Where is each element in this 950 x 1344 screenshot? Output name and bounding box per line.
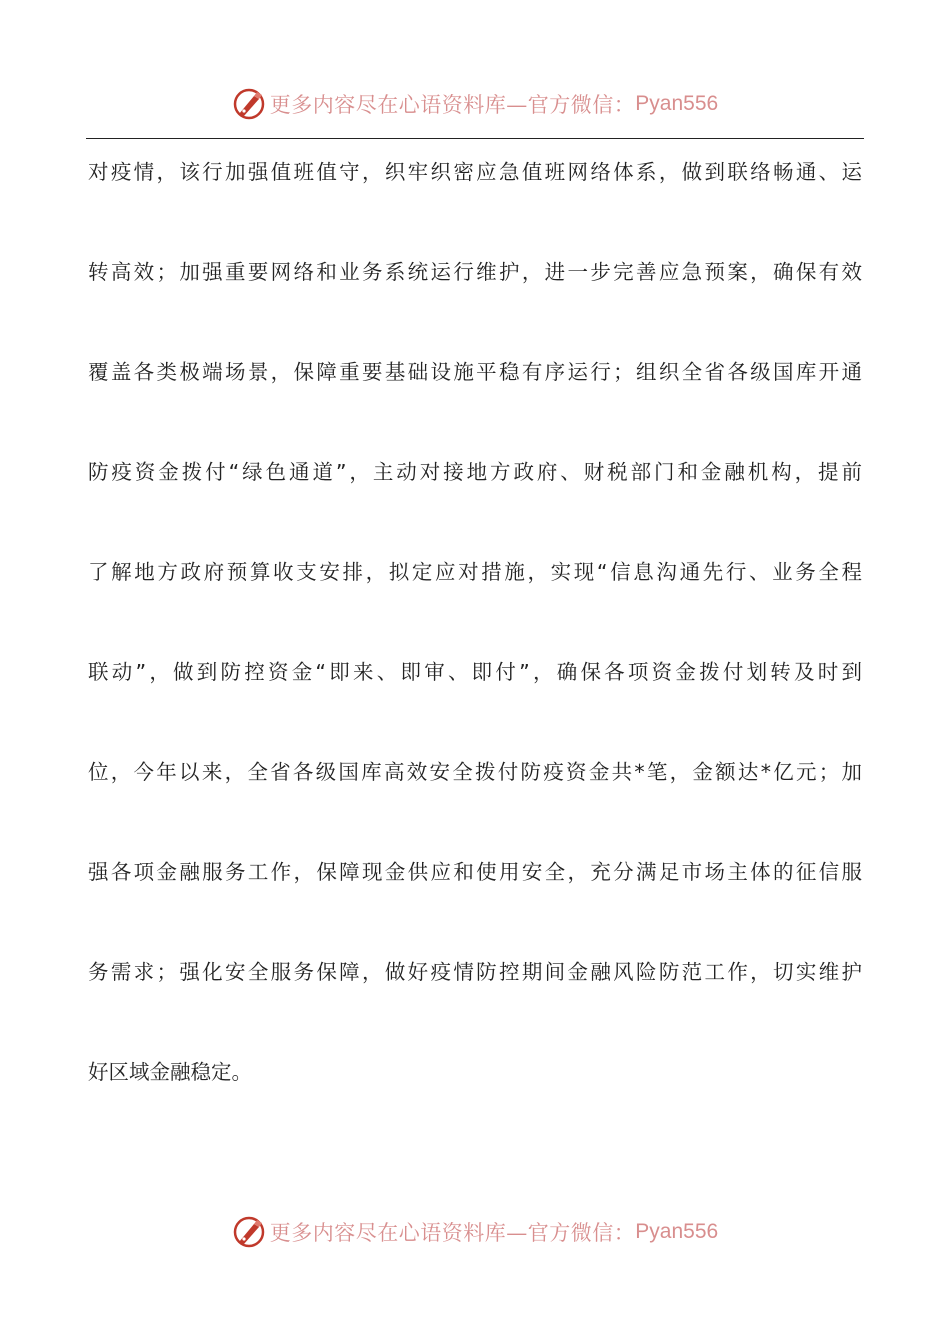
header-divider [86, 138, 864, 139]
text-line: 对疫情，该行加强值班值守，织牢织密应急值班网络体系，做到联络畅通、运 [88, 160, 862, 184]
text-line-last: 好区域金融稳定。 [88, 1060, 252, 1084]
footer-banner [0, 1212, 950, 1252]
text-line: 强各项金融服务工作，保障现金供应和使用安全，充分满足市场主体的征信服 [88, 860, 862, 884]
footer-wechat-id: Pyan556 [635, 1220, 719, 1243]
footer-banner-text: 更多内容尽在心语资料库—官方微信： [269, 1221, 636, 1245]
body-paragraph [88, 152, 862, 1152]
header-banner [0, 84, 950, 124]
text-line: 了解地方政府预算收支安排，拟定应对措施，实现“信息沟通先行、业务全程 [88, 560, 862, 584]
header-wechat-id: Pyan556 [635, 92, 719, 115]
text-line: 转高效；加强重要网络和业务系统运行维护，进一步完善应急预案，确保有效 [88, 260, 862, 284]
text-line: 防疫资金拨付“绿色通道”，主动对接地方政府、财税部门和金融机构，提前 [88, 460, 862, 484]
text-line: 务需求；强化安全服务保障，做好疫情防控期间金融风险防范工作，切实维护 [88, 960, 862, 984]
pen-nib-logo-icon [232, 1215, 266, 1249]
pen-nib-logo-icon [232, 87, 266, 121]
text-line: 位，今年以来，全省各级国库高效安全拨付防疫资金共*笔，金额达*亿元；加 [88, 760, 862, 784]
header-banner-text: 更多内容尽在心语资料库—官方微信： [269, 93, 636, 117]
text-line: 联动”，做到防控资金“即来、即审、即付”，确保各项资金拨付划转及时到 [88, 660, 862, 684]
text-line: 覆盖各类极端场景，保障重要基础设施平稳有序运行；组织全省各级国库开通 [88, 360, 862, 384]
